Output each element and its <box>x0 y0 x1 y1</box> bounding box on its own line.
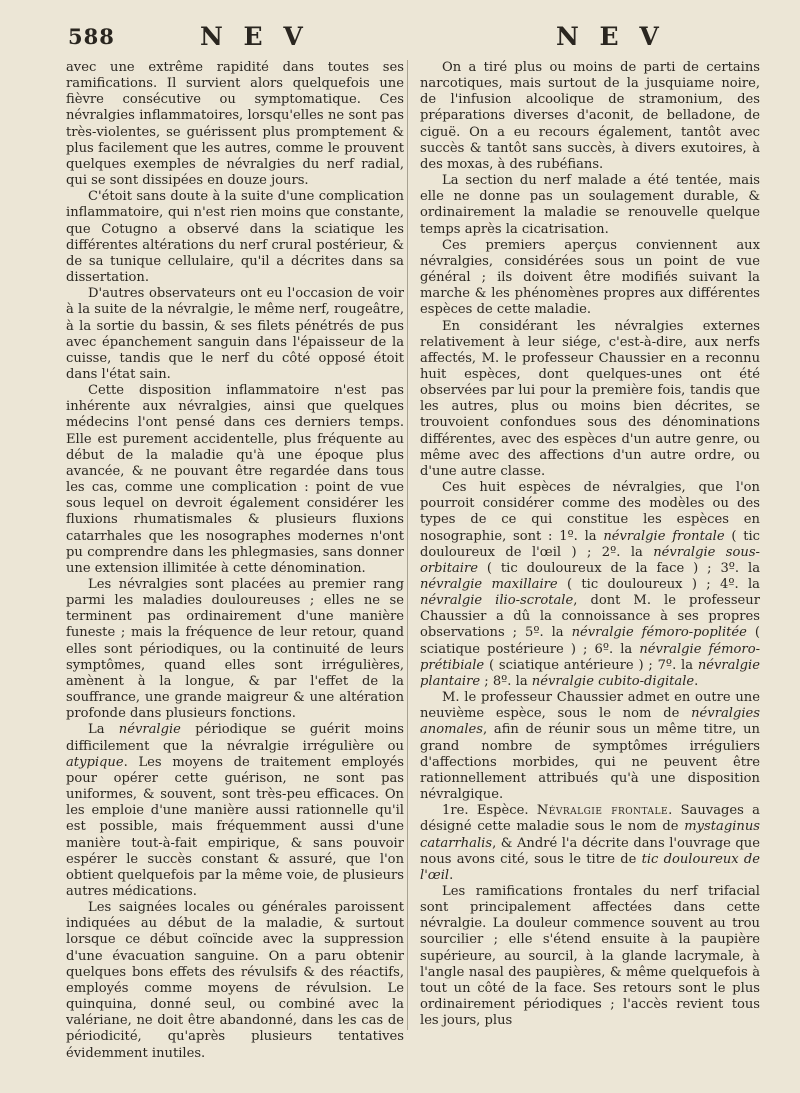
text-run: . Les moyens de traitement employés pour opérer cette guérison, ne sont pas uniformes, & souvent, sont très-peu efficaces. On les emploie d'une manière aussi rationnelle qu'il est possible, mais fréquemment aussi d'une manière tout-à-fait empirique, & sans pouvoir espérer le succès constant & assuré, que l'on obtient quelquefois par la même voie, de plusieurs autres médications. <box>66 754 404 899</box>
italic-term: névralgie maxillaire <box>420 577 558 592</box>
paragraph <box>66 900 404 1062</box>
paragraph <box>66 577 404 722</box>
text-run: , afin de réunir sous un même titre, un grand nombre de symptômes irréguliers d'affections morbides, qui ne peuvent être rationnellement attribués qu'à une disposition névralgique. <box>420 722 760 803</box>
italic-term: névralgie fémoro-prétibiale <box>420 641 760 673</box>
paragraph <box>66 722 404 900</box>
text-run: Cette disposition inflammatoire n'est pas inhérente aux névralgies, ainsi que quelques médecins l'ont pensé dans ces derniers temps. Elle est purement accidentelle, plus fréquente au début de la maladie qu'à une époque plus avancée, & ne pouvant être regardée dans tous les cas, comme une complication : point de vue sous lequel on devroit également considérer les fluxions rhumatismales & plusieurs fluxions catarrhales que les nosographes modernes n'ont pu comprendre dans les phlegmasies, sans donner une extension illimitée à cette dénomination. <box>66 383 404 576</box>
left-column <box>66 60 404 1062</box>
text-run: ( tic douloureux de l'œil ) ; 2º. la <box>420 528 760 560</box>
running-title-right: N E V <box>556 22 665 51</box>
text-run: Ces huit espèces de névralgies, que l'on pourroit considérer comme des modèles ou des types de ce qui constitue les espèces en nosographie, sont : 1º. la <box>420 480 760 544</box>
paragraph <box>66 189 404 286</box>
text-run: Les névralgies sont placées au premier rang parmi les maladies douloureuses ; elles ne se terminent pas ordinairement d'une manière funeste ; mais la fréquence de leur retour, quand elles sont périodiques, ou la continuité de leurs symptômes, quand elles sont irrégulières, amènent à la longue, & par l'effet de la souffrance, une grande maigreur & une altération profonde dans plusieurs fonctions. <box>66 577 404 722</box>
text-run: périodique se guérit moins difficilement que la névralgie irrégulière ou <box>66 722 404 754</box>
paragraph <box>420 803 760 884</box>
italic-term: tic douloureux de l'œil <box>420 851 761 883</box>
text-run: ( tic douloureux ) ; 4º. la <box>557 577 760 592</box>
text-run: C'étoit sans doute à la suite d'une complication inflammatoire, qui n'est rien moins que constante, que Cotugno a observé dans la sciatique les différentes altérations du nerf crural postérieur, & de sa tunique cellulaire, qu'il a décrites dans sa dissertation. <box>66 189 404 286</box>
text-run: ( tic douloureux de la face ) ; 3º. la <box>477 560 760 576</box>
italic-term: névralgie cubito-digitale <box>531 673 695 689</box>
column-divider <box>407 60 408 1030</box>
paragraph <box>420 690 760 803</box>
paragraph <box>66 60 404 189</box>
paragraph <box>420 480 760 690</box>
text-run: En considérant les névralgies externes relativement à leur siége, c'est-à-dire, aux nerfs affectés, M. le professeur Chaussier en a reconnu huit espèces, dont quelques-unes ont été observées par lui pour la première fois, tandis que les autres, plus ou moins bien décrites, se trouvoient confondues sous des dénominations différentes, avec des espèces d'un autre genre, ou même avec des affections d'un autre ordre, ou d'une autre classe. <box>420 318 760 479</box>
text-run: Névralgie frontale <box>536 803 669 819</box>
text-run: , & André l'a décrite dans l'ouvrage que nous avons cité, sous le titre de <box>420 835 760 867</box>
paragraph <box>420 319 760 481</box>
text-run: Les ramifications frontales du nerf trifacial sont principalement affectées dans cette névralgie. La douleur commence souvent au trou sourcilier ; elle s'étend ensuite à la paupière supérieure, au sourcil, à la glande lacrymale, à l'angle nasal des paupières, & même quelquefois à tout un côté de la face. Ses retours sont le plus ordinairement périodiques ; l'accès revient tous les jours, plus <box>420 883 760 1029</box>
paragraph <box>420 238 760 319</box>
text-run: ( sciatique antérieure ) ; 7º. la <box>484 657 698 673</box>
text-run: , dont M. le professeur Chaussier a dû la connoissance à ses propres observations ; 5º. la <box>420 593 760 641</box>
italic-term: névralgie frontale <box>603 528 725 544</box>
running-title-left: N E V <box>200 22 309 51</box>
italic-term: névralgie plantaire <box>420 657 760 689</box>
text-run: avec une extrême rapidité dans toutes ses ramifications. Il survient alors quelquefois une fièvre consécutive ou symptomatique. Ces névralgies inflammatoires, lorsqu'elles ne sont pas très-violentes, se guérissent plus promptement & plus facilement que les autres, comme le prouvent quelques exemples de névralgies du nerf radial, qui se sont dissipées en douze jours. <box>66 60 404 189</box>
text-run: On a tiré plus ou moins de parti de certains narcotiques, mais surtout de la jusquiame noire, de l'infusion alcoolique de stramonium, des préparations diverses d'aconit, de belladone, de ciguë. On a eu recours également, tantôt avec succès & tantôt sans succès, à divers exutoires, à des moxas, à des rubéfians. <box>420 60 760 172</box>
text-run: ; 8º. la <box>480 673 532 689</box>
italic-term: névralgie sous-orbitaire <box>420 544 760 576</box>
page-header <box>0 22 800 56</box>
text-run: Les saignées locales ou générales paroissent indiquées au début de la maladie, & surtout lorsque ce début coïncide avec la suppression d'une évacuation sanguine. On a paru obtenir quelques bons effets des révulsifs & des réactifs, employés comme moyens de révulsion. Le quinquina, donné seul, ou combiné avec la valériane, ne doit être abandonné, dans les cas de périodicité, qu'après plusieurs tentatives évidemment inutiles. <box>66 900 404 1061</box>
right-column <box>420 60 760 1029</box>
page-number: 588 <box>68 24 115 49</box>
text-run: . Sauvages a désigné cette maladie sous le nom de <box>420 803 760 835</box>
paragraph <box>66 286 404 383</box>
text-run: . <box>694 673 699 689</box>
text-run: ( sciatique postérieure ) ; 6º. la <box>420 625 760 657</box>
text-run: D'autres observateurs ont eu l'occasion de voir à la suite de la névralgie, le même nerf, rougeâtre, à la sortie du bassin, & ses filets pénétrés de pus avec épanchement sanguin dans l'épaisseur de la cuisse, tandis que le nerf du côté opposé étoit dans l'état sain. <box>66 286 404 382</box>
paragraph <box>420 173 760 238</box>
paragraph <box>420 60 760 173</box>
italic-term: atypique <box>66 754 124 770</box>
italic-term: névralgie fémoro-poplitée <box>571 625 747 641</box>
text-run: M. le professeur Chaussier admet en outre une neuvième espèce, sous le nom de <box>420 690 760 722</box>
italic-term: névralgies anomales <box>420 706 760 738</box>
text-run: La section du nerf malade a été tentée, mais elle ne donne pas un soulagement durable, & ordinairement la maladie se renouvelle quelque temps après la cicatrisation. <box>420 173 760 237</box>
italic-term: névralgie <box>118 722 181 738</box>
text-run: La <box>88 722 119 738</box>
italic-term: mystaginus catarrhalis <box>420 819 760 851</box>
text-run: 1re. Espèce. <box>442 803 537 819</box>
paragraph <box>420 884 760 1029</box>
italic-term: névralgie ilio-scrotale <box>420 593 574 609</box>
paragraph <box>66 383 404 577</box>
text-run: Ces premiers aperçus conviennent aux névralgies, considérées sous un point de vue général ; ils doivent être modifiés suivant la marche & les phénomènes propres aux différentes espèces de cette maladie. <box>420 237 760 318</box>
text-run: . <box>449 867 454 883</box>
